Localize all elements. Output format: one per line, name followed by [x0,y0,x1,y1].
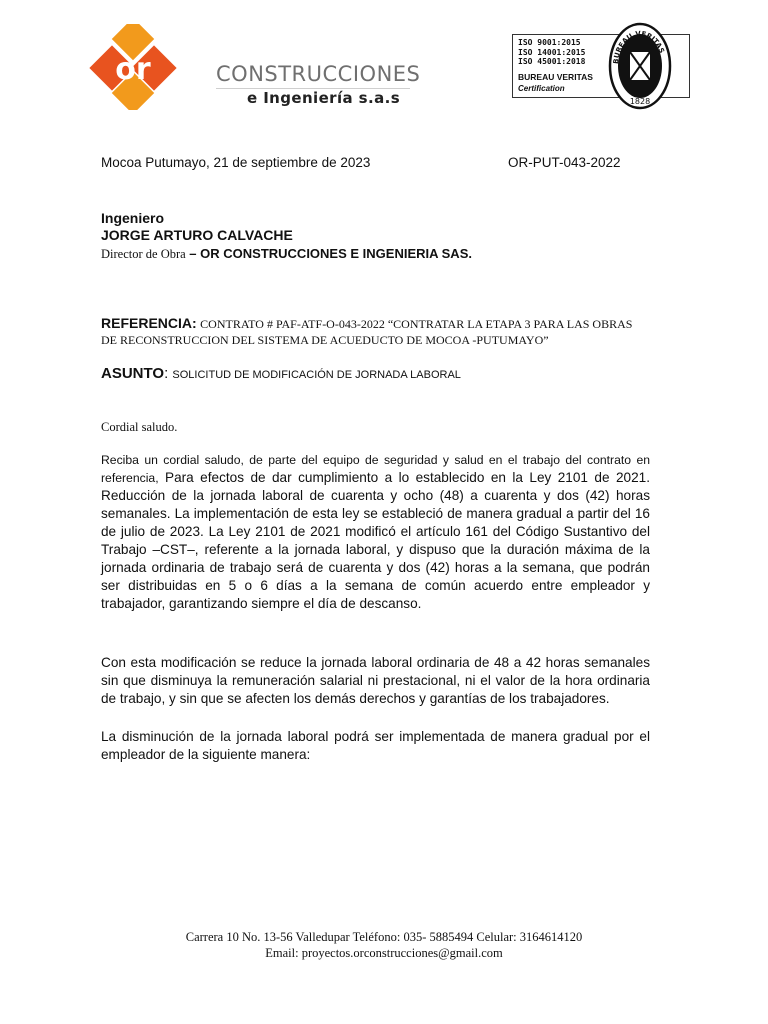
paragraph-1-text: Para efectos de dar cumplimiento a lo establecido en la Ley 2101 de 2021. Reducción de la jornada laboral de cuarenta y ocho (48) a cuarenta y dos (42) horas semanales. La implementación de esta ley se estableció de manera gradual a partir del 16 de julio de 2023. La Ley 2101 de 2021 modificó el artículo 161 del Código Sustantivo del Trabajo –CST–, referente a la jornada laboral, y dispuso que la duración máxima de la jornada ordinaria de trabajo será de cuarenta y dos (42) horas a la semana, que podrán ser distribuidas en 5 o 6 días a la semana de común acuerdo entre empleador y trabajador, garantizando siempre el día de descanso. [101,470,650,611]
recipient-role: Director de Obra [101,247,186,261]
body-paragraph-2: Con esta modificación se reduce la jornada laboral ordinaria de 48 a 42 horas semanales sin que disminuya la remuneración salarial ni prestacional, ni el valor de la hora ordinaria de trabajo, y sin que se afecten los demás derechos y garantías de los trabajadores. [101,655,650,706]
reference-text: CONTRATO # PAF-ATF-O-043-2022 “CONTRATAR LA ETAPA 3 PARA LAS OBRAS DE RECONSTRUCCION DEL SISTEMA DE ACUEDUCTO DE MOCOA -PUTUMAYO” [101,317,633,347]
certification-label: Certification [518,84,565,93]
subject-label: ASUNTO [101,365,165,382]
recipient-title: Ingeniero [101,210,165,226]
iso-45001: ISO 45001:2018 [518,57,586,66]
footer-email: Email: proyectos.orconstrucciones@gmail.com [265,946,503,960]
body-paragraph-1 [101,451,650,613]
subject-separator: : [164,365,173,382]
iso-9001: ISO 9001:2015 [518,38,581,47]
reference-label: REFERENCIA: [101,315,197,331]
recipient-company: OR CONSTRUCCIONES E INGENIERIA SAS. [200,246,472,261]
role-separator: – [185,246,201,261]
body-paragraph-3: La disminución de la jornada laboral podrá ser implementada de manera gradual por el empleador de la siguiente manera: [101,729,650,762]
reference-block [101,315,649,348]
seal-text: BUREAU VERITAS [611,29,666,65]
recipient-name: JORGE ARTURO CALVACHE [101,227,293,243]
subject-text: SOLICITUD DE MODIFICACIÓN DE JORNADA LABORAL [172,369,461,381]
iso-14001: ISO 14001:2015 [518,47,586,57]
footer-address: Carrera 10 No. 13-56 Valledupar Teléfono: 035- 5885494 Celular: 3164614120 [185,930,583,944]
seal-year: 1828 [629,97,651,106]
bureau-veritas-seal [608,22,672,110]
company-subtitle: e Ingeniería s.a.s [247,89,401,107]
paragraph-1-lead: Reciba un cordial saludo, de parte del equipo de seguridad y salud en el trabajo del contrato en referencia, [101,453,650,485]
subject-line [101,365,461,382]
iso-certifications [518,38,585,67]
certifier-name: BUREAU VERITAS [518,72,593,82]
document-code: OR-PUT-043-2022 [508,155,621,170]
company-name: CONSTRUCCIONES [216,62,421,86]
logo-text: or [115,52,151,87]
place-date: Mocoa Putumayo, 21 de septiembre de 2023 [101,155,371,170]
recipient-role-line [101,246,472,262]
company-logo [80,24,186,110]
greeting: Cordial saludo. [101,420,178,434]
